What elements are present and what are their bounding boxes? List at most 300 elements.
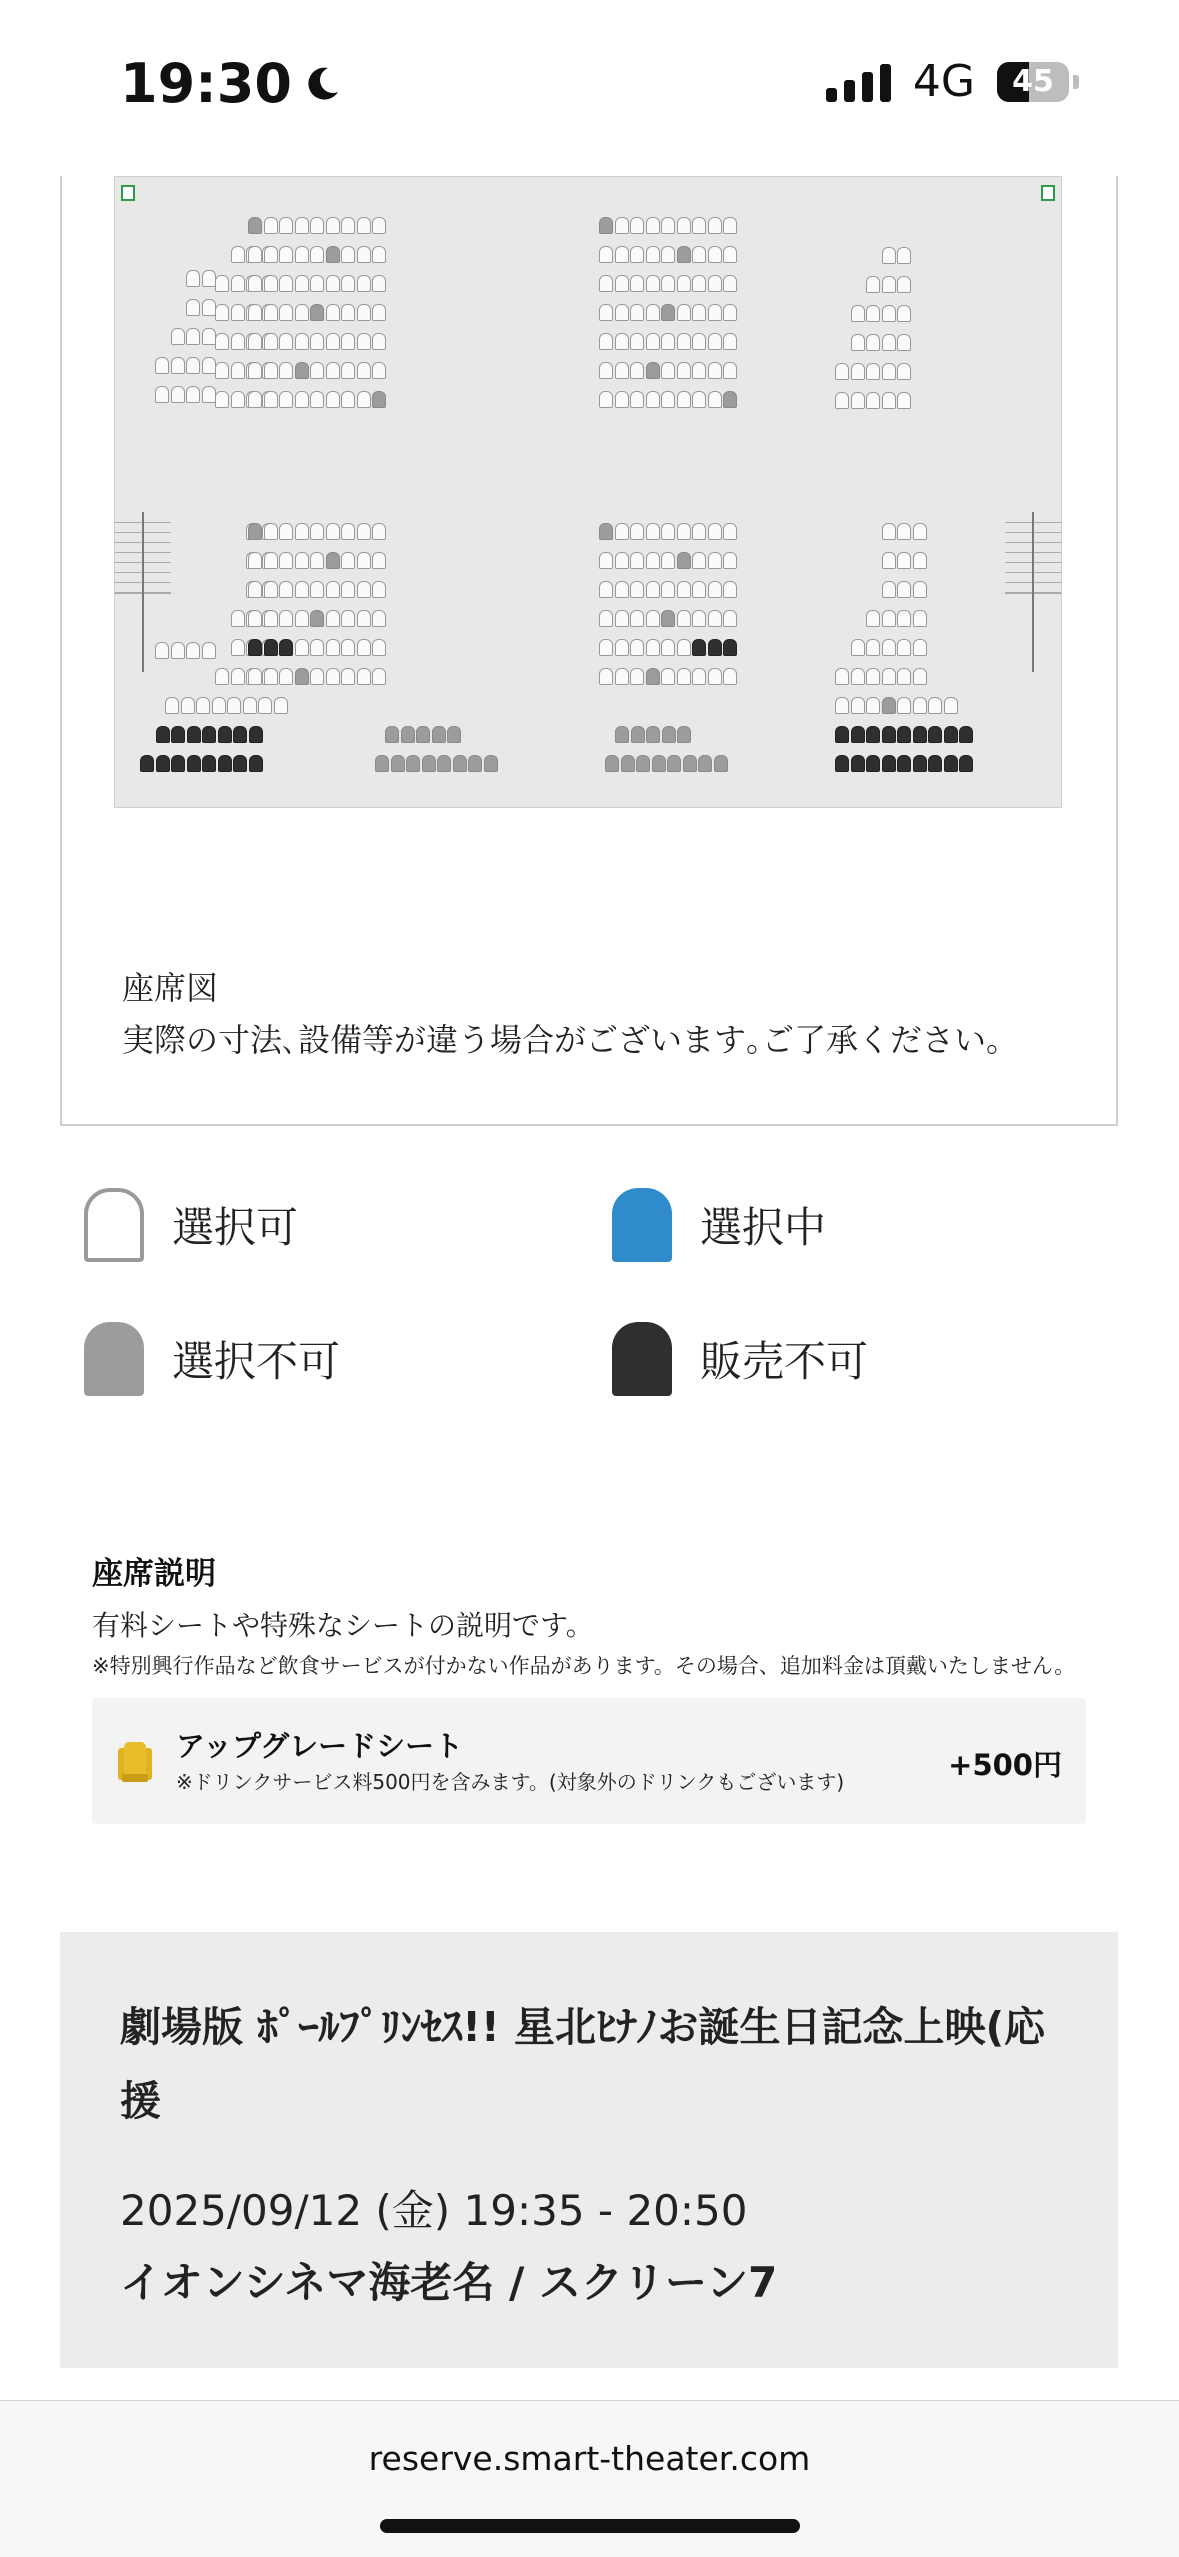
seat[interactable] [882,334,896,351]
seat[interactable] [326,668,340,685]
seat[interactable] [615,523,629,540]
seat[interactable] [913,697,927,714]
seat[interactable] [646,552,660,569]
seat[interactable] [341,523,355,540]
seat[interactable] [615,581,629,598]
seat[interactable] [708,523,722,540]
seat[interactable] [913,552,927,569]
seat[interactable] [615,246,629,263]
seat[interactable] [692,610,706,627]
seat[interactable] [723,552,737,569]
seat[interactable] [231,333,245,350]
seat[interactable] [708,610,722,627]
seat[interactable] [692,523,706,540]
seat[interactable] [677,639,691,656]
seat[interactable] [615,391,629,408]
seat[interactable] [326,275,340,292]
seat[interactable] [165,697,179,714]
seat[interactable] [310,217,324,234]
seat[interactable] [692,391,706,408]
seat[interactable] [646,581,660,598]
seat[interactable] [372,333,386,350]
seat[interactable] [708,246,722,263]
seat[interactable] [264,668,278,685]
seat[interactable] [851,305,865,322]
seat[interactable] [897,523,911,540]
seat[interactable] [692,304,706,321]
seat[interactable] [231,246,245,263]
seat[interactable] [661,333,675,350]
seat[interactable] [264,610,278,627]
seat[interactable] [708,581,722,598]
seat[interactable] [897,305,911,322]
seat[interactable] [866,363,880,380]
seat[interactable] [599,639,613,656]
seat[interactable] [630,552,644,569]
seat[interactable] [882,552,896,569]
seat[interactable] [677,391,691,408]
seat[interactable] [310,391,324,408]
seat[interactable] [897,668,911,685]
seat[interactable] [851,697,865,714]
seat[interactable] [248,391,262,408]
seat[interactable] [723,668,737,685]
seat[interactable] [357,217,371,234]
seat[interactable] [248,246,262,263]
seat[interactable] [264,581,278,598]
seat[interactable] [599,362,613,379]
seat[interactable] [279,668,293,685]
seat[interactable] [882,392,896,409]
seat[interactable] [248,668,262,685]
seat[interactable] [708,333,722,350]
seat[interactable] [677,581,691,598]
seat[interactable] [171,357,185,374]
seat[interactable] [677,362,691,379]
seat[interactable] [692,552,706,569]
seat[interactable] [372,552,386,569]
seat[interactable] [692,217,706,234]
seat[interactable] [661,362,675,379]
seat[interactable] [882,305,896,322]
seat[interactable] [248,362,262,379]
seat[interactable] [866,392,880,409]
seat[interactable] [310,333,324,350]
seat[interactable] [630,362,644,379]
seat[interactable] [326,523,340,540]
seat[interactable] [723,610,737,627]
seat[interactable] [279,391,293,408]
seat[interactable] [341,639,355,656]
seat[interactable] [615,610,629,627]
seat[interactable] [897,363,911,380]
seat[interactable] [630,610,644,627]
seat[interactable] [341,610,355,627]
seat[interactable] [708,668,722,685]
seat[interactable] [882,523,896,540]
seat[interactable] [264,246,278,263]
seat[interactable] [326,639,340,656]
seat[interactable] [372,304,386,321]
seat[interactable] [897,276,911,293]
seat[interactable] [913,668,927,685]
seat[interactable] [372,246,386,263]
seat[interactable] [661,668,675,685]
seat[interactable] [155,357,169,374]
seat[interactable] [897,247,911,264]
seat[interactable] [279,217,293,234]
seat[interactable] [341,217,355,234]
seat[interactable] [357,610,371,627]
seat[interactable] [248,304,262,321]
seat[interactable] [357,275,371,292]
seat[interactable] [357,333,371,350]
seat[interactable] [186,357,200,374]
seat[interactable] [646,333,660,350]
seat[interactable] [357,304,371,321]
seat[interactable] [186,270,200,287]
seat[interactable] [264,275,278,292]
seat[interactable] [677,523,691,540]
seat[interactable] [341,581,355,598]
seat[interactable] [202,386,216,403]
seat[interactable] [661,523,675,540]
seat[interactable] [341,275,355,292]
seat[interactable] [723,304,737,321]
seat[interactable] [279,362,293,379]
seat[interactable] [372,639,386,656]
seat[interactable] [723,275,737,292]
seat[interactable] [630,668,644,685]
seat[interactable] [630,391,644,408]
seat[interactable] [372,362,386,379]
seat[interactable] [677,668,691,685]
seat[interactable] [357,362,371,379]
seat[interactable] [231,362,245,379]
seat[interactable] [372,610,386,627]
seat[interactable] [913,523,927,540]
seat[interactable] [599,668,613,685]
seat[interactable] [599,304,613,321]
seat[interactable] [295,217,309,234]
seat[interactable] [310,523,324,540]
seat[interactable] [310,362,324,379]
seat[interactable] [231,610,245,627]
seat[interactable] [155,386,169,403]
seat[interactable] [295,391,309,408]
seat[interactable] [248,275,262,292]
seat[interactable] [646,523,660,540]
seat[interactable] [897,610,911,627]
seat[interactable] [897,639,911,656]
seat[interactable] [326,333,340,350]
seat[interactable] [692,668,706,685]
seat[interactable] [630,304,644,321]
seat[interactable] [264,391,278,408]
seat[interactable] [248,333,262,350]
seat[interactable] [310,246,324,263]
seat[interactable] [897,392,911,409]
seat[interactable] [357,639,371,656]
seat[interactable] [630,581,644,598]
seat[interactable] [835,668,849,685]
seat[interactable] [295,304,309,321]
seat[interactable] [279,304,293,321]
seat[interactable] [882,581,896,598]
seat[interactable] [181,697,195,714]
seat[interactable] [215,275,229,292]
seat[interactable] [599,581,613,598]
seat[interactable] [295,275,309,292]
seat[interactable] [851,639,865,656]
seat[interactable] [202,328,216,345]
seat[interactable] [692,275,706,292]
seat[interactable] [186,299,200,316]
seat[interactable] [310,275,324,292]
seat[interactable] [264,304,278,321]
seat[interactable] [599,333,613,350]
seat[interactable] [851,392,865,409]
seat[interactable] [171,328,185,345]
seat[interactable] [295,523,309,540]
seat[interactable] [723,217,737,234]
seat[interactable] [851,363,865,380]
seat[interactable] [599,246,613,263]
seat[interactable] [677,275,691,292]
seat[interactable] [677,610,691,627]
seat[interactable] [928,697,942,714]
seat[interactable] [357,246,371,263]
seat[interactable] [258,697,272,714]
seat[interactable] [630,275,644,292]
seat[interactable] [866,305,880,322]
seat[interactable] [599,610,613,627]
seat[interactable] [897,552,911,569]
seat[interactable] [326,362,340,379]
seat[interactable] [897,697,911,714]
seat[interactable] [615,362,629,379]
seat[interactable] [243,697,257,714]
seat[interactable] [310,639,324,656]
seat[interactable] [215,304,229,321]
seat[interactable] [913,581,927,598]
seat[interactable] [279,552,293,569]
seat[interactable] [357,552,371,569]
seat[interactable] [279,523,293,540]
url-text[interactable]: reserve.smart-theater.com [368,2439,811,2478]
seat[interactable] [708,217,722,234]
seat[interactable] [661,275,675,292]
seat[interactable] [372,523,386,540]
seat[interactable] [897,581,911,598]
seat[interactable] [866,610,880,627]
seat[interactable] [341,552,355,569]
seat[interactable] [310,581,324,598]
seat[interactable] [231,304,245,321]
seat[interactable] [231,639,245,656]
seat[interactable] [615,668,629,685]
seat[interactable] [202,270,216,287]
seat[interactable] [171,642,185,659]
seat[interactable] [264,552,278,569]
seat[interactable] [212,697,226,714]
seat[interactable] [202,357,216,374]
seat[interactable] [630,246,644,263]
seat[interactable] [599,552,613,569]
seat[interactable] [295,552,309,569]
seat[interactable] [866,668,880,685]
seat[interactable] [835,697,849,714]
seat[interactable] [835,392,849,409]
seat[interactable] [264,523,278,540]
seat[interactable] [692,581,706,598]
seat[interactable] [646,246,660,263]
seat[interactable] [341,668,355,685]
seat[interactable] [310,552,324,569]
seat[interactable] [692,362,706,379]
seat[interactable] [186,642,200,659]
seat[interactable] [372,581,386,598]
seat[interactable] [630,217,644,234]
seat[interactable] [866,697,880,714]
seat[interactable] [882,276,896,293]
seat[interactable] [215,333,229,350]
seat[interactable] [646,275,660,292]
seat[interactable] [357,668,371,685]
seat[interactable] [615,275,629,292]
seat[interactable] [723,581,737,598]
seat[interactable] [326,391,340,408]
seat[interactable] [279,275,293,292]
seat[interactable] [215,362,229,379]
seat[interactable] [341,246,355,263]
seat[interactable] [215,668,229,685]
seat[interactable] [913,639,927,656]
seat[interactable] [677,304,691,321]
seat[interactable] [341,333,355,350]
seat[interactable] [630,523,644,540]
seat[interactable] [341,362,355,379]
seat[interactable] [326,217,340,234]
seat[interactable] [599,275,613,292]
seat[interactable] [615,304,629,321]
seat[interactable] [708,552,722,569]
seat[interactable] [341,391,355,408]
seat[interactable] [866,639,880,656]
seat[interactable] [326,304,340,321]
seat[interactable] [835,363,849,380]
seat[interactable] [661,639,675,656]
seat[interactable] [231,668,245,685]
seat[interactable] [248,581,262,598]
seat[interactable] [231,275,245,292]
seat[interactable] [723,333,737,350]
seat[interactable] [295,333,309,350]
seat[interactable] [630,639,644,656]
seat[interactable] [295,246,309,263]
seat[interactable] [155,642,169,659]
seat[interactable] [897,334,911,351]
seat[interactable] [264,333,278,350]
seat[interactable] [295,610,309,627]
seat[interactable] [661,391,675,408]
seat[interactable] [882,668,896,685]
seat[interactable] [723,523,737,540]
seat[interactable] [646,639,660,656]
seat[interactable] [882,247,896,264]
seat[interactable] [882,610,896,627]
seat[interactable] [248,610,262,627]
seat[interactable] [215,391,229,408]
seat[interactable] [615,333,629,350]
seat[interactable] [708,304,722,321]
seat[interactable] [723,362,737,379]
seat[interactable] [851,668,865,685]
seat[interactable] [630,333,644,350]
seat[interactable] [661,581,675,598]
seat[interactable] [341,304,355,321]
seat[interactable] [326,581,340,598]
seat[interactable] [646,391,660,408]
seat[interactable] [186,386,200,403]
seat[interactable] [646,217,660,234]
seat[interactable] [295,581,309,598]
seat[interactable] [274,697,288,714]
seat[interactable] [186,328,200,345]
seat[interactable] [248,552,262,569]
seat[interactable] [357,523,371,540]
seat[interactable] [357,391,371,408]
seat[interactable] [279,610,293,627]
seat[interactable] [646,610,660,627]
seat[interactable] [615,217,629,234]
seat[interactable] [615,552,629,569]
seat[interactable] [279,333,293,350]
seat[interactable] [231,391,245,408]
seat[interactable] [913,610,927,627]
seat[interactable] [279,581,293,598]
seat[interactable] [677,217,691,234]
seat[interactable] [372,275,386,292]
seat[interactable] [310,668,324,685]
seat[interactable] [264,362,278,379]
seat[interactable] [882,639,896,656]
seat[interactable] [708,275,722,292]
seat[interactable] [202,642,216,659]
seat[interactable] [708,362,722,379]
seat[interactable] [661,217,675,234]
seat[interactable] [677,333,691,350]
seat[interactable] [202,299,216,316]
seat[interactable] [661,246,675,263]
seat[interactable] [851,334,865,351]
seat[interactable] [295,639,309,656]
seat[interactable] [723,246,737,263]
browser-address-bar[interactable] [0,2400,1179,2557]
seat[interactable] [866,334,880,351]
seat[interactable] [882,363,896,380]
seat[interactable] [372,217,386,234]
seat[interactable] [171,386,185,403]
seat[interactable] [646,304,660,321]
seat[interactable] [326,610,340,627]
seat[interactable] [372,668,386,685]
seat[interactable] [227,697,241,714]
seat[interactable] [264,217,278,234]
seat[interactable] [661,552,675,569]
seat[interactable] [944,697,958,714]
seat[interactable] [599,391,613,408]
